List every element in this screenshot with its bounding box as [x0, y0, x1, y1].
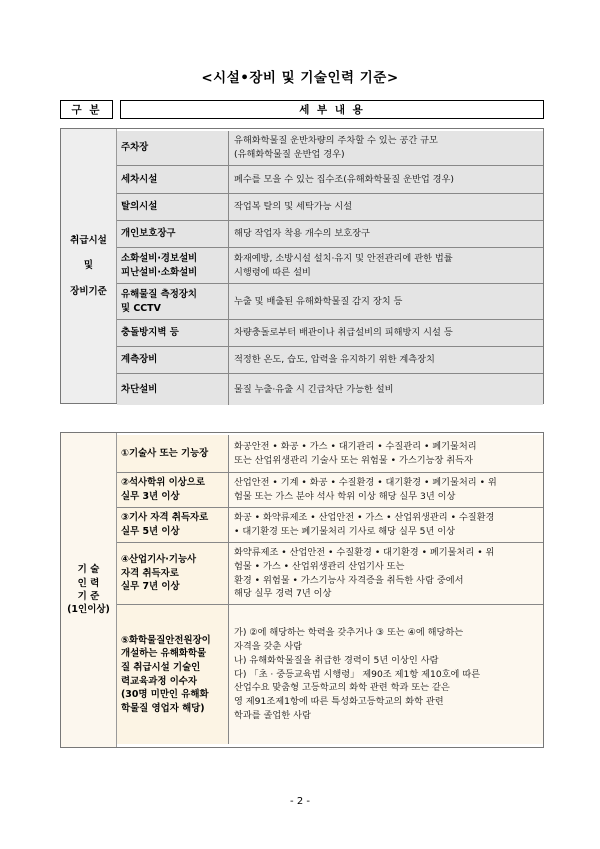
- label-line: ③기사 자격 취득자로: [121, 512, 209, 524]
- personnel-row-value: [229, 508, 543, 542]
- label-line: 유해물질 측정장치: [121, 288, 197, 300]
- page-title: <시설•장비 및 기술인력 기준>: [201, 70, 399, 86]
- facility-row-value: [229, 221, 543, 247]
- facility-row-value: [229, 320, 543, 346]
- label-line: 개인보호장구: [121, 228, 176, 240]
- value-line: 나) 유해화학물질을 취급한 경력이 5년 이상인 사람: [234, 654, 439, 666]
- facility-row-value: [229, 166, 543, 193]
- facility-row-value: [229, 248, 543, 283]
- facility-row-label: [117, 248, 229, 283]
- value-line: 자격을 갖춘 사람: [234, 641, 302, 652]
- label-line: 자격 취득자로: [121, 567, 179, 579]
- value-line: 화공 • 화약류제조 • 산업안전 • 가스 • 산업위생관리 • 수질환경: [234, 512, 495, 524]
- value-line: 산업수요 맞춤형 고등학교의 화학 관련 학과 또는 같은: [234, 682, 450, 694]
- personnel-side-line: (1인이상): [67, 604, 110, 616]
- personnel-row-label: [117, 508, 229, 542]
- label-line: 학물질 영업자 해당): [121, 702, 205, 714]
- value-line: 험물 또는 가스 분야 석사 학위 이상 해당 실무 3년 이상: [234, 491, 456, 502]
- personnel-row-label: [117, 543, 229, 604]
- value-line: 해당 작업자 착용 개수의 보호장구: [234, 228, 370, 240]
- label-line: ⑤화학물질안전원장이: [121, 634, 211, 646]
- header-category: 구 분: [60, 100, 113, 119]
- page-number: - 2 -: [290, 796, 310, 807]
- facility-row-value: [229, 284, 543, 319]
- label-line: 질 취급시설 기술인: [121, 661, 201, 673]
- value-line: 차량충돌로부터 배관이나 취급설비의 피해방지 시설 등: [234, 327, 453, 339]
- personnel-side-line: 기 술: [77, 564, 100, 576]
- value-line: • 대기환경 또는 폐기물처리 기사로 해당 실무 5년 이상: [234, 526, 456, 537]
- personnel-row: [117, 473, 543, 508]
- label-line: 세차시설: [121, 173, 158, 185]
- facility-row: [117, 166, 543, 194]
- label-line: ②석사학위 이상으로: [121, 477, 205, 489]
- facility-row: [117, 248, 543, 284]
- label-line: 실무 5년 이상: [121, 526, 180, 537]
- facility-side-line: 장비기준: [70, 285, 107, 297]
- value-line: 산업안전 • 기계 • 화공 • 수질환경 • 대기환경 • 폐기물처리 • 위: [234, 477, 497, 489]
- label-line: 계측장비: [121, 354, 158, 366]
- label-line: ①기술사 또는 기능장: [121, 447, 209, 459]
- value-line: 누출 및 배출된 유해화학물질 감지 장치 등: [234, 295, 403, 307]
- personnel-row-value: [229, 543, 543, 604]
- facility-row-value: [229, 194, 543, 220]
- value-line: 작업복 탈의 및 세탁가능 시설: [234, 201, 353, 213]
- facility-side-line: 취급시설: [70, 235, 107, 247]
- facility-row-label: [117, 131, 229, 165]
- personnel-row-label: [117, 435, 229, 472]
- personnel-row-label: [117, 473, 229, 507]
- personnel-row-value: [229, 435, 543, 472]
- personnel-side-line: 인 력: [77, 577, 100, 589]
- personnel-table: [60, 432, 544, 748]
- personnel-row: [117, 435, 543, 473]
- value-line: 시행령에 따른 설비: [234, 266, 311, 278]
- facility-row-label: [117, 221, 229, 247]
- facility-side-header: [61, 129, 117, 403]
- facility-row-label: [117, 194, 229, 220]
- label-line: 충돌방지벽 등: [121, 327, 179, 339]
- value-line: (유해화학물질 운반업 경우): [234, 149, 345, 160]
- label-line: 력교육과정 이수자: [121, 675, 197, 687]
- personnel-row: [117, 543, 543, 605]
- label-line: 및 CCTV: [121, 302, 161, 314]
- value-line: 유해화학물질 운반차량의 주차할 수 있는 공간 규모: [234, 135, 438, 147]
- value-line: 험물 • 가스 • 산업위생관리 산업기사 또는: [234, 560, 405, 572]
- label-line: (30명 미만인 유해화: [121, 689, 209, 701]
- label-line: 소화설비·경보설비: [121, 252, 198, 264]
- facility-row-label: [117, 374, 229, 405]
- personnel-row-label: [117, 605, 229, 744]
- value-line: 다) 「초 · 중등교육법 시행령」 제90조 제1항 제10호에 따른: [234, 668, 481, 680]
- header-detail: 세 부 내 용: [120, 100, 544, 119]
- label-line: 피난설비·소화설비: [121, 266, 198, 278]
- value-line: 학과를 졸업한 사람: [234, 709, 311, 721]
- personnel-row-value: [229, 473, 543, 507]
- facility-table: [60, 128, 544, 404]
- facility-row-value: [229, 374, 543, 405]
- personnel-row: [117, 605, 543, 744]
- facility-row-label: [117, 347, 229, 373]
- facility-row-label: [117, 166, 229, 193]
- value-line: 또는 산업위생관리 기술사 또는 위험물 • 가스기능장 취득자: [234, 454, 473, 466]
- value-line: 화재예방, 소방시설 설치·유지 및 안전관리에 관한 법률: [234, 252, 453, 264]
- label-line: 주차장: [121, 142, 149, 154]
- value-line: 가) ②에 해당하는 학력을 갖추거나 ③ 또는 ④에 해당하는: [234, 627, 464, 639]
- value-line: 해당 실무 경력 7년 이상: [234, 588, 332, 600]
- value-line: 영 제91조제1항에 따른 특성화고등학교의 화학 관련: [234, 696, 444, 708]
- value-line: 화공안전 • 화공 • 가스 • 대기관리 • 수질관리 • 폐기물처리: [234, 440, 477, 452]
- label-line: 실무 3년 이상: [121, 491, 180, 502]
- personnel-side-line: 기 준: [77, 591, 100, 602]
- label-line: ④산업기사·기능사: [121, 554, 197, 566]
- value-line: 환경 • 위험물 • 가스기능사 자격증을 취득한 사람 중에서: [234, 574, 464, 586]
- facility-row-label: [117, 284, 229, 319]
- label-line: 개설하는 유해화학물: [121, 648, 207, 660]
- facility-row: [117, 194, 543, 221]
- facility-row: [117, 347, 543, 374]
- personnel-row: [117, 508, 543, 543]
- facility-row: [117, 131, 543, 166]
- label-line: 탈의시설: [121, 201, 158, 213]
- facility-row-value: [229, 131, 543, 165]
- value-line: 물질 누출·유출 시 긴급차단 가능한 설비: [234, 383, 394, 395]
- label-line: 차단설비: [121, 383, 158, 395]
- value-line: 폐수를 모을 수 있는 집수조(유해화학물질 운반업 경우): [234, 173, 454, 185]
- label-line: 실무 7년 이상: [121, 581, 180, 593]
- facility-row-label: [117, 320, 229, 346]
- facility-row: [117, 284, 543, 320]
- facility-row: [117, 221, 543, 248]
- personnel-side-header: [61, 433, 117, 747]
- facility-row: [117, 320, 543, 347]
- value-line: 화약류제조 • 산업안전 • 수질환경 • 대기환경 • 폐기물처리 • 위: [234, 546, 495, 558]
- facility-side-line: 및: [83, 260, 94, 272]
- facility-row: [117, 374, 543, 405]
- personnel-row-value: [229, 605, 543, 744]
- facility-row-value: [229, 347, 543, 373]
- value-line: 적정한 온도, 습도, 압력을 유지하기 위한 계측장치: [234, 354, 435, 366]
